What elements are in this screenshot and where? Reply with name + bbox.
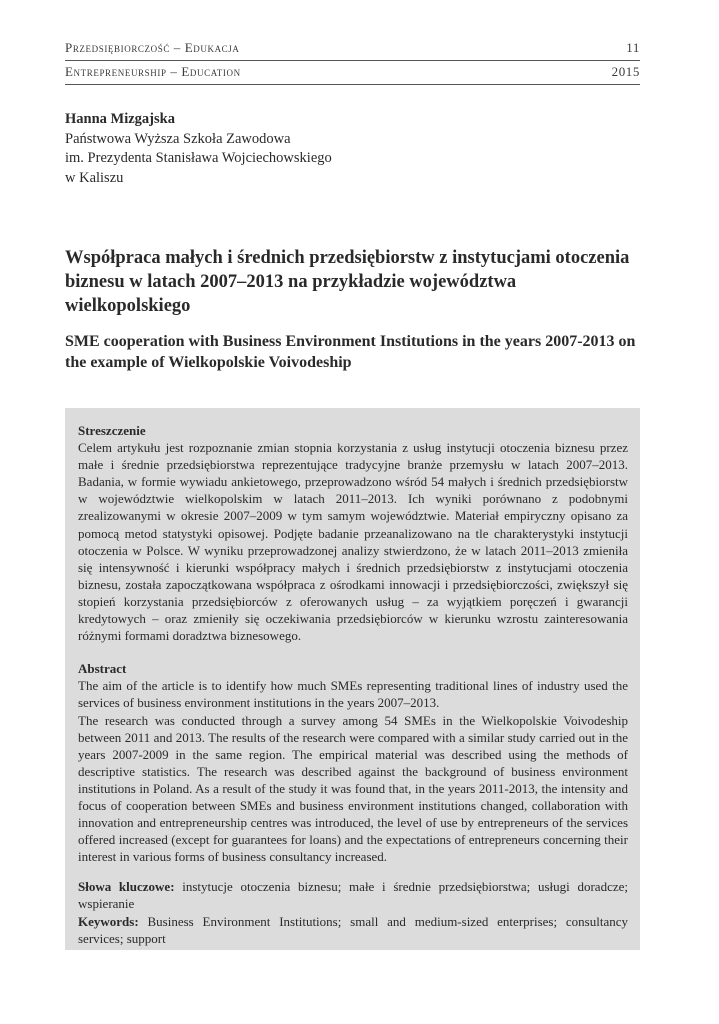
volume-number: 11 — [626, 40, 640, 55]
journal-name-pl: Przedsiębiorczość – Edukacja — [65, 40, 240, 55]
abstract-paragraph: The aim of the article is to identify how much SMEs representing traditional lines of industry used the services of business environment institutions in the years 2007–2013. — [78, 678, 628, 711]
keywords-pl-label: Słowa kluczowe: — [78, 879, 175, 895]
keywords-pl — [78, 878, 628, 912]
streszczenie-heading: Streszczenie — [78, 423, 146, 438]
abstract-paragraph: The research was conducted through a survey among 54 SMEs in the Wielkopolskie Voivodeship between 2011 and 2013. The results of the research were compared with a similar study carried out in the years 2007-2009 in the same region. The empirical material was described using the methods of descriptive statistics. The research was described against the background of business environment institutions in Poland. As a result of the study it was found that, in the years 2011-2013, the intensity and focus of cooperation between SMEs and business environment institutions changed, collaboration with innovation and entrepreneurship centres was introduced, the level of use by entrepreneurs of the services offered increased (except for guarantees for loans) and the expectations of entrepreneurs concerning their interest in various forms of business consultancy increased. — [78, 712, 628, 865]
running-header-bottom — [65, 64, 640, 80]
abstract-box — [65, 408, 640, 950]
keywords-en — [78, 913, 628, 947]
keywords-en-text: Business Environment Institutions; small and medium-sized enterprises; consultancy services; support — [78, 913, 628, 946]
streszczenie-text: Celem artykułu jest rozpoznanie zmian stopnia korzystania z usług instytucji otoczenia biznesu przez małe i średnie przedsiębiorstwa reprezentujące tradycyjne branże przemysłu w latach 2007–2013. Badania, w formie wywiadu ankietowego, przeprowadzono wśród 54 małych i średnich przedsiębiorstw w województwie wielkopolskim w latach 2011–2013. Ich wyniki porównano z podobnymi zrealizowanymi w okresie 2007–2009 w tym samym województwie. Materiał empiryczny opisano za pomocą metod statystyki opisowej. Podjęte badanie przeanalizowano na tle charakterystyki instytucji otoczenia w Polsce. W wyniku przeprowadzonej analizy stwierdzono, że w latach 2011–2013 zmieniła się intensywność i kierunki współpracy małych i średnich przedsiębiorstw z instytucjami otoczenia biznesu, została zapoczątkowana współpraca z ośrodkami innowacji i przedsiębiorczości, zwiększył się stopień korzystania przedsiębiorców z oferowanych usług – za wyjątkiem poręczeń i gwarancji kredytowych – oraz zmieniły się oczekiwania przedsiębiorców w kierunku wzrostu zainteresowania różnymi formami doradztwa biznesowego. — [78, 440, 628, 644]
affiliation-line: w Kaliszu — [65, 169, 124, 186]
journal-name-en: Entrepreneurship – Education — [65, 64, 241, 79]
author-block — [65, 110, 332, 188]
header-rule-top — [65, 60, 640, 61]
article-title-pl: Współpraca małych i średnich przedsiębiorstw z instytucjami otoczenia biznesu w latach 2007–2013 na przykładzie województwa wielkopolskiego — [65, 248, 630, 316]
header-rule-bottom — [65, 84, 640, 85]
article-title-en: SME cooperation with Business Environment Institutions in the years 2007-2013 on the example of Wielkopolskie Voivodeship — [65, 333, 636, 371]
affiliation-line: Państwowa Wyższa Szkoła Zawodowa — [65, 130, 291, 147]
keywords-en-label: Keywords: — [78, 913, 139, 929]
running-header-top — [65, 40, 640, 56]
abstract-heading: Abstract — [78, 661, 127, 677]
keywords-pl-text: instytucje otoczenia biznesu; małe i średnie przedsiębiorstwa; usługi doradcze; wspieranie — [78, 879, 628, 912]
publication-year: 2015 — [611, 64, 640, 79]
author-name: Hanna Mizgajska — [65, 111, 175, 127]
affiliation-line: im. Prezydenta Stanisława Wojciechowskiego — [65, 150, 332, 166]
